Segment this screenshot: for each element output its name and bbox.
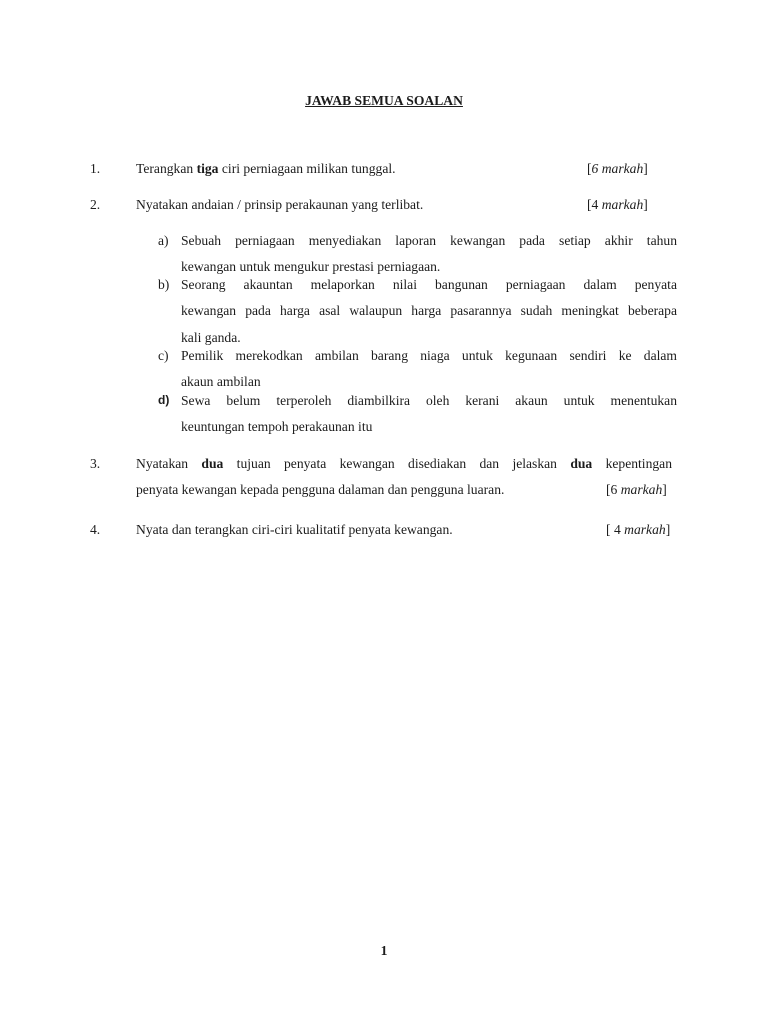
question-3-text-line2: penyata kewangan kepada pengguna dalaman dan pengguna luaran.: [136, 482, 505, 497]
sub-item-a-line: kewangan untuk mengukur prestasi perniagaan.: [181, 259, 441, 274]
question-4-number: 4.: [90, 522, 101, 537]
question-4-text: Nyata dan terangkan ciri-ciri kualitatif penyata kewangan.: [136, 522, 453, 537]
page-title: JAWAB SEMUA SOALAN: [305, 93, 463, 108]
sub-item-a-letter: a): [158, 233, 169, 248]
page-number: 1: [380, 943, 388, 958]
question-2-marks: [4 markah]: [587, 197, 648, 212]
sub-item-b-line: kewangan pada harga asal walaupun harga pasarannya sudah meningkat beberapa: [181, 303, 677, 318]
question-1-text: Terangkan tiga ciri perniagaan milikan tunggal.: [136, 161, 396, 176]
question-4-marks: [ 4 markah]: [606, 522, 671, 537]
question-3-marks: [6 markah]: [606, 482, 667, 497]
question-3-emphasis: dua: [570, 456, 593, 471]
sub-item-c-line: akaun ambilan: [181, 374, 261, 389]
sub-item-d-line: keuntungan tempoh perakaunan itu: [181, 419, 373, 434]
question-3-emphasis: dua: [201, 456, 224, 471]
question-2-number: 2.: [90, 197, 101, 212]
sub-item-b-line: kali ganda.: [181, 330, 241, 345]
question-3-text: Nyatakan dua tujuan penyata kewangan disediakan dan jelaskan dua kepentingan: [136, 456, 673, 471]
sub-item-c-letter: c): [158, 348, 169, 363]
question-3-number: 3.: [90, 456, 101, 471]
question-1-emphasis: tiga: [196, 161, 219, 176]
question-1-marks: [6 markah]: [587, 161, 648, 176]
sub-item-b-line: Seorang akauntan melaporkan nilai bangunan perniagaan dalam penyata: [181, 277, 677, 292]
sub-item-a-line: Sebuah perniagaan menyediakan laporan kewangan pada setiap akhir tahun: [181, 233, 677, 248]
sub-item-d-line: Sewa belum terperoleh diambilkira oleh kerani akaun untuk menentukan: [181, 393, 677, 408]
question-2-text: Nyatakan andaian / prinsip perakaunan yang terlibat.: [136, 197, 424, 212]
sub-item-d-letter: d): [158, 393, 170, 407]
question-1-number: 1.: [90, 161, 101, 176]
sub-item-c-line: Pemilik merekodkan ambilan barang niaga untuk kegunaan sendiri ke dalam: [181, 348, 677, 363]
sub-item-b-letter: b): [158, 277, 170, 292]
